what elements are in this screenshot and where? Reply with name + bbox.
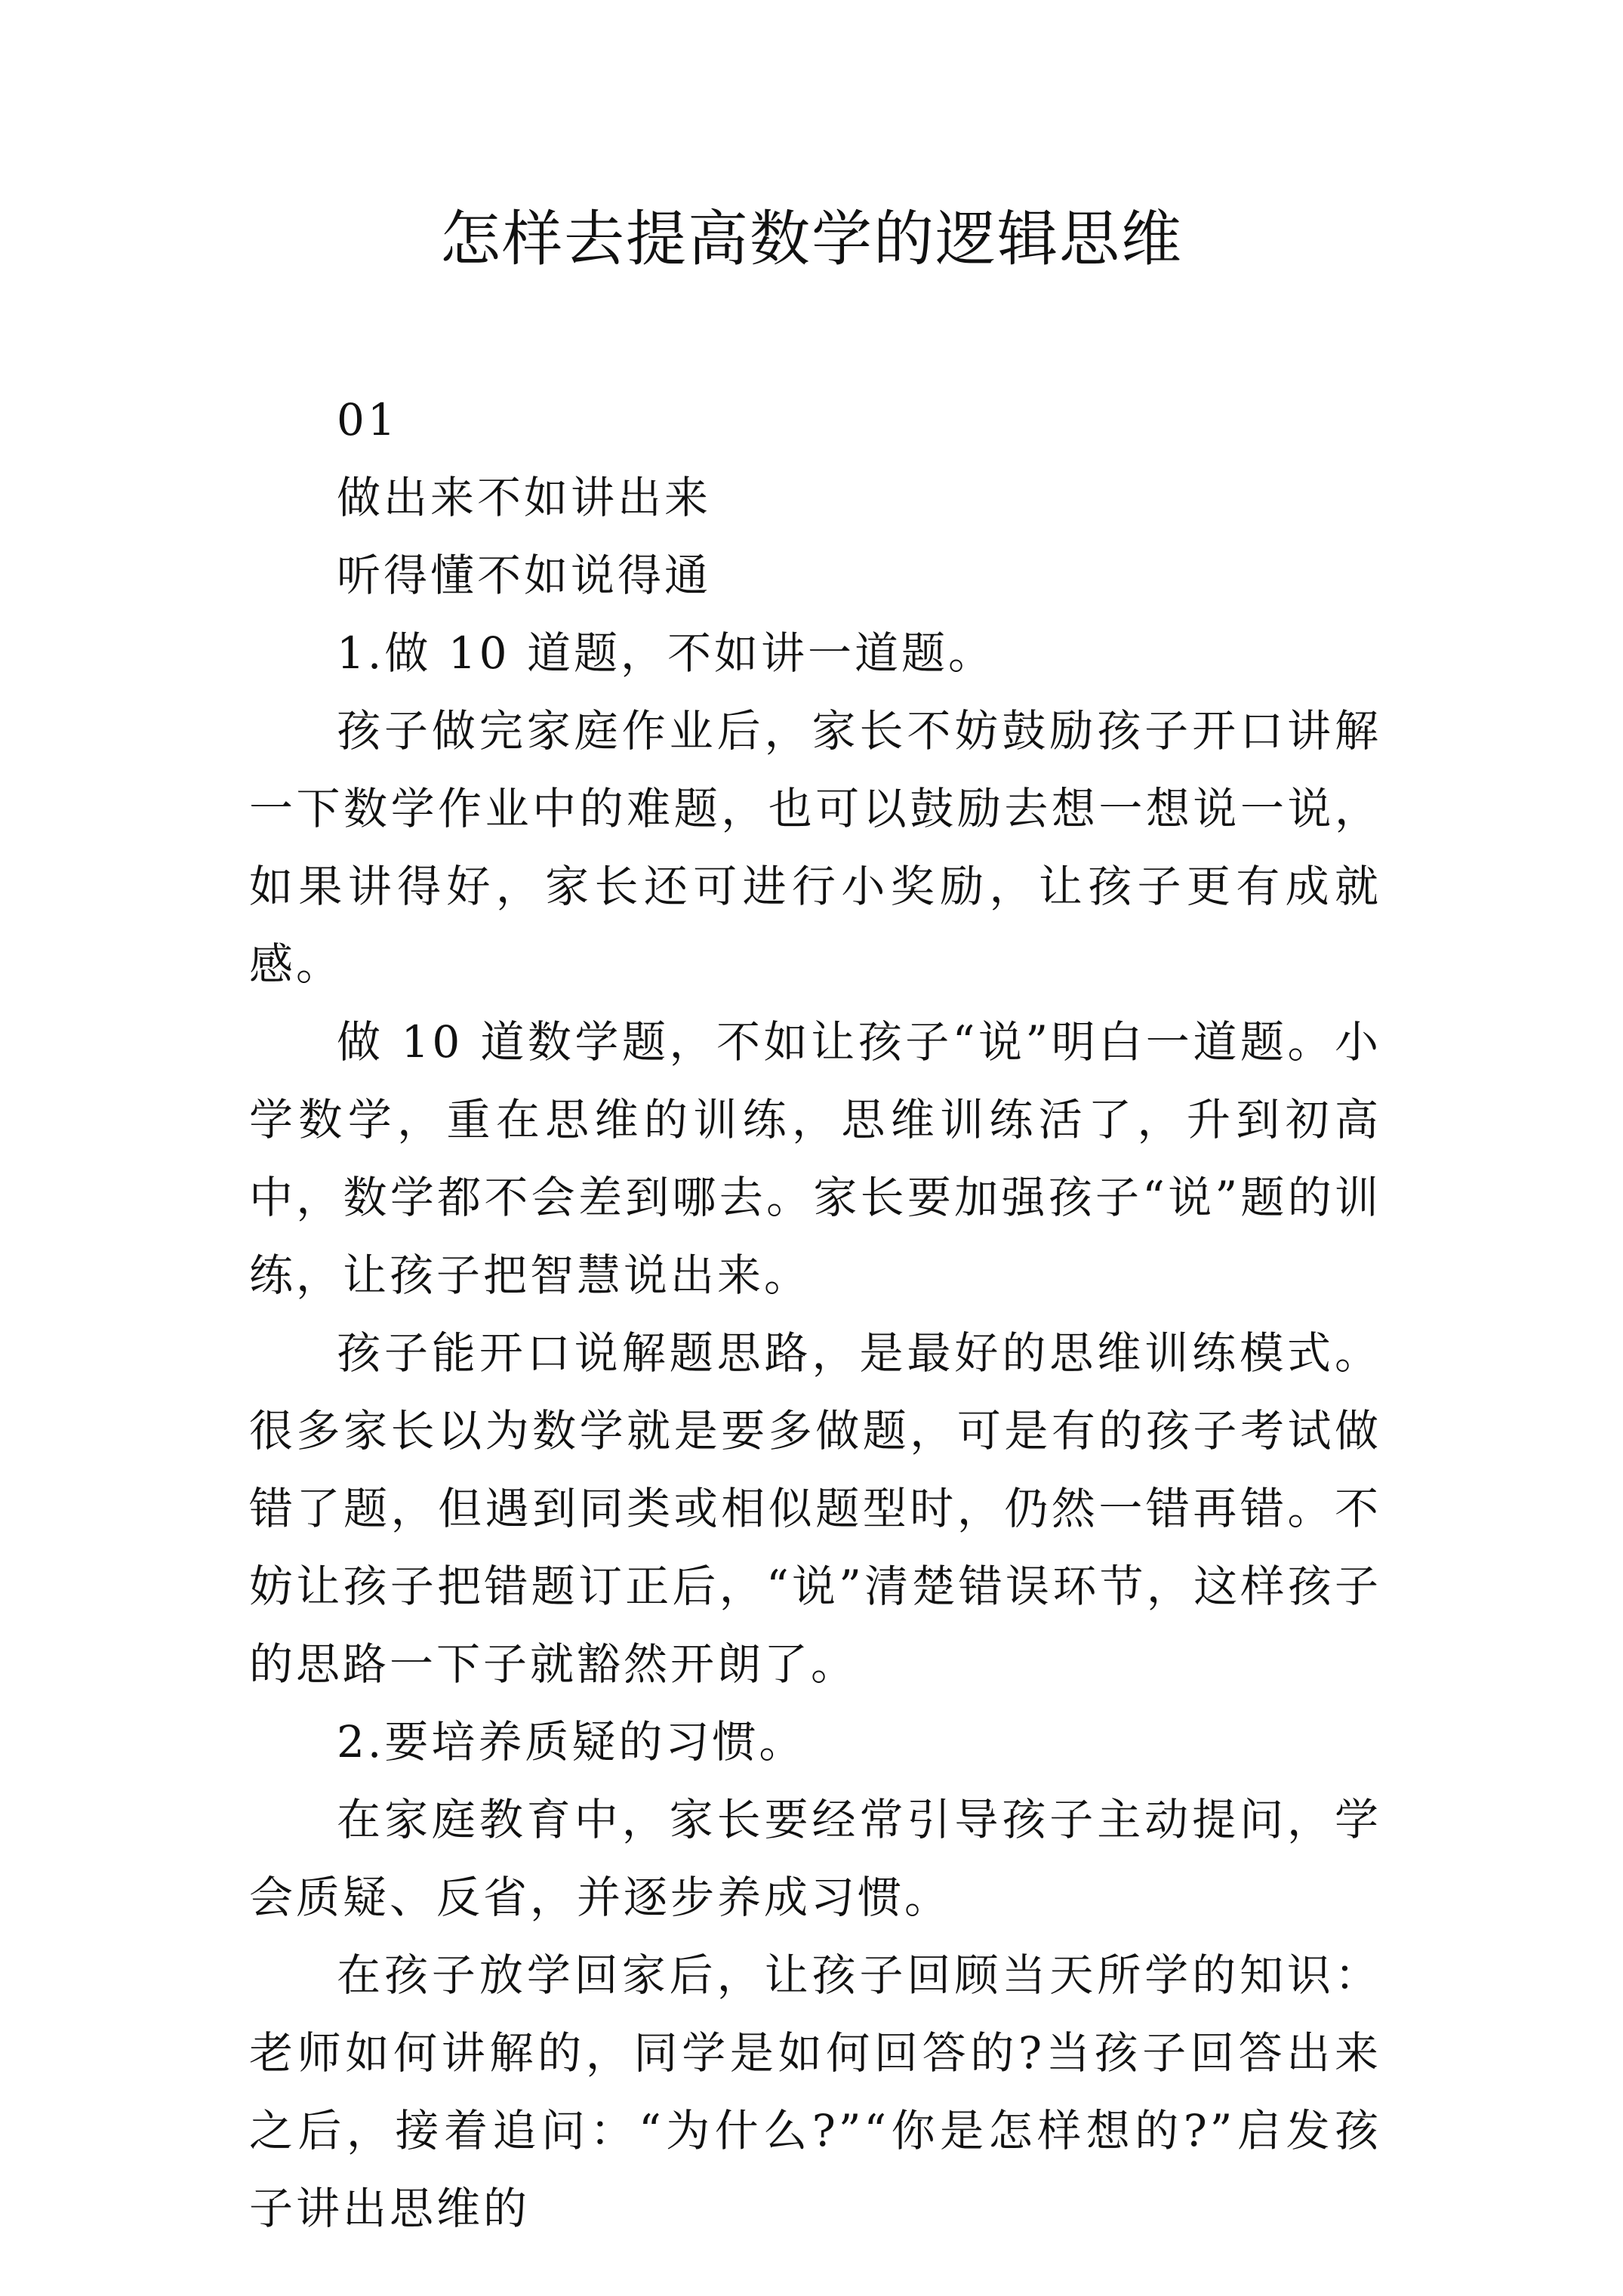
paragraph: 孩子能开口说解题思路，是最好的思维训练模式。很多家长以为数学就是要多做题，可是有的孩子考试做错了题，但遇到同类或相似题型时，仍然一错再错。不妨让孩子把错题订正后，“说”清楚错误环节，这样孩子的思路一下子就豁然开朗了。 bbox=[249, 1327, 1381, 1690]
paragraph: 在家庭教育中，家长要经常引导孩子主动提问，学会质疑、反省，并逐步养成习惯。 bbox=[249, 1794, 1381, 1923]
section-heading-line-2: 听得懂不如说得通 bbox=[337, 550, 712, 601]
paragraph: 在孩子放学回家后，让孩子回顾当天所学的知识：老师如何讲解的，同学是如何回答的?当孩子回答出来之后，接着追问：“为什么?”“你是怎样想的?”启发孩子讲出思维的 bbox=[249, 1949, 1381, 2234]
document-title: 怎样去提高数学的逻辑思维 bbox=[440, 204, 1183, 274]
paragraph: 孩子做完家庭作业后，家长不妨鼓励孩子开口讲解一下数学作业中的难题，也可以鼓励去想一想说一说，如果讲得好，家长还可进行小奖励，让孩子更有成就感。 bbox=[249, 705, 1381, 990]
point-heading-2: 2.要培养质疑的习惯。 bbox=[337, 1716, 806, 1767]
paragraph: 做 10 道数学题，不如让孩子“说”明白一道题。小学数学，重在思维的训练，思维训练活了，升到初高中，数学都不会差到哪去。家长要加强孩子“说”题的训练，让孩子把智慧说出来。 bbox=[249, 1016, 1381, 1301]
section-number: 01 bbox=[337, 394, 399, 445]
document-body bbox=[249, 381, 1381, 2248]
point-heading-1: 1.做 10 道题，不如讲一道题。 bbox=[337, 627, 996, 679]
section-heading-line-1: 做出来不如讲出来 bbox=[337, 472, 712, 523]
